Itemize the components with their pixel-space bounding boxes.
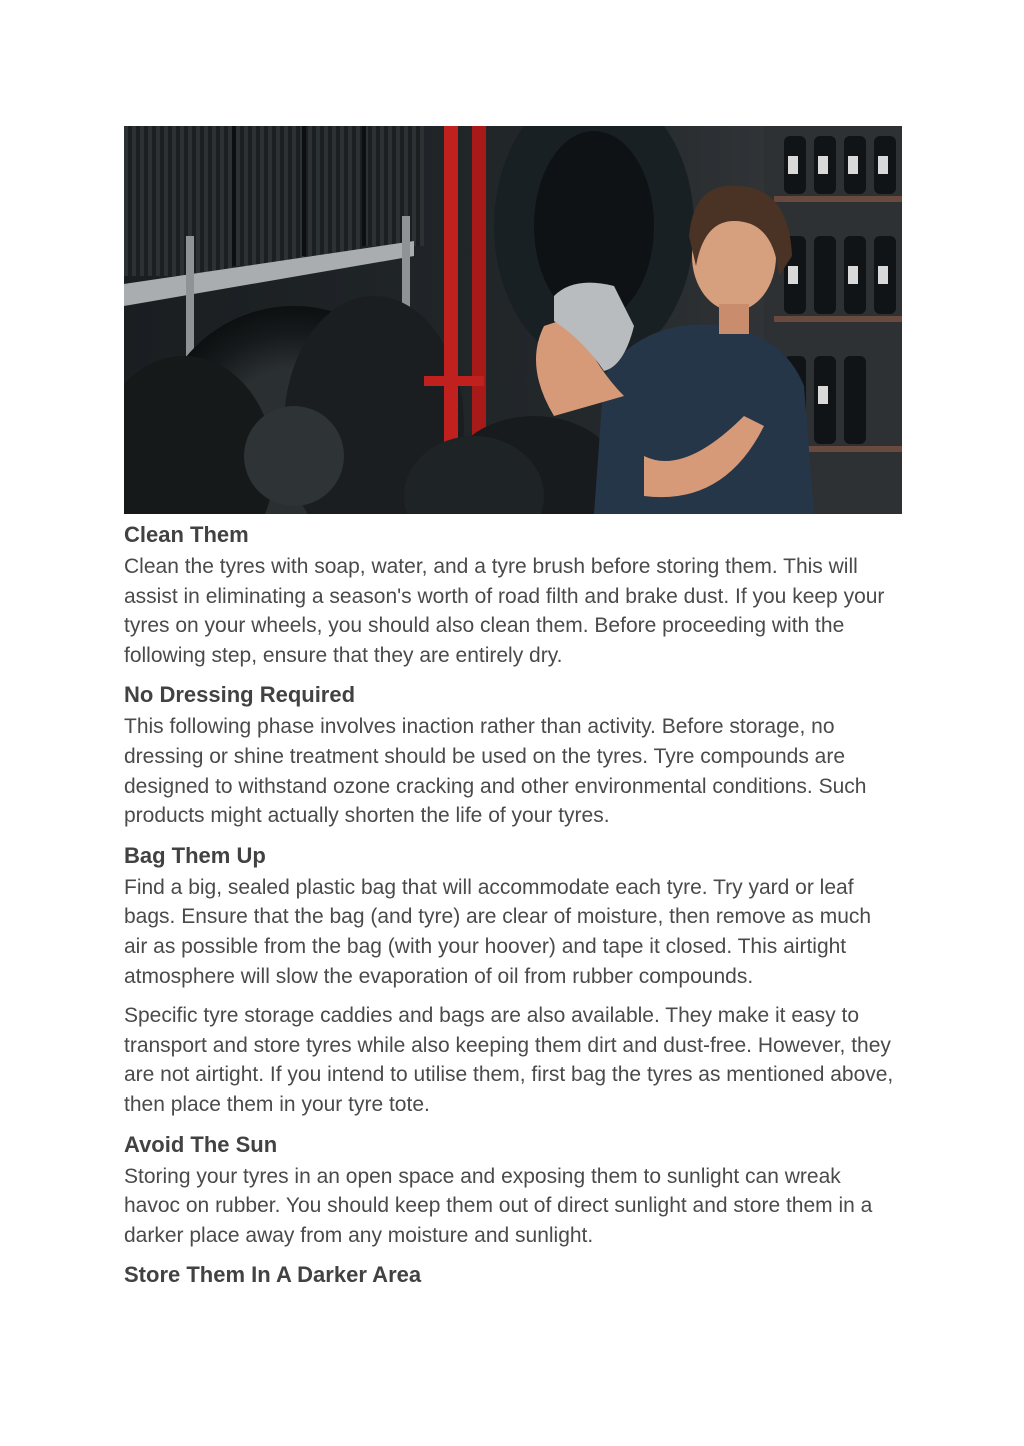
section-paragraph: Clean the tyres with soap, water, and a tyre brush before storing them. This will assist in eliminating a season's worth of road filth and brake dust. If you keep your tyres on your wheels, you should also clean them. Before proceeding with the following step, ensure that they are entirely dry. [124, 555, 885, 667]
hero-image [124, 126, 902, 514]
section-heading: Avoid The Sun [124, 1131, 278, 1157]
tyre-storage-photo-icon [124, 126, 902, 514]
section-store-in-darker-area [124, 1260, 902, 1290]
section-paragraph: Storing your tyres in an open space and exposing them to sunlight can wreak havoc on rubber. You should keep them out of direct sunlight and store them in a darker place away from any moisture and sunlight. [124, 1164, 873, 1247]
section-paragraph: Find a big, sealed plastic bag that will accommodate each tyre. Try yard or leaf bags. Ensure that the bag (and tyre) are clear of moisture, then remove as much air as possible from the bag (with your hoover) and tape it closed. This airtight atmosphere will slow the evaporation of oil from rubber compounds. [124, 875, 872, 988]
section-heading: Clean Them [124, 522, 249, 547]
section-paragraph: Specific tyre storage caddies and bags are also available. They make it easy to transport and store tyres while also keeping them dirt and dust-free. However, they are not airtight. If you intend to utilise them, first bag the tyres as mentioned above, then place them in your tyre tote. [124, 1004, 894, 1116]
document-page [124, 126, 902, 1300]
section-avoid-the-sun [124, 1130, 902, 1251]
section-heading: No Dressing Required [124, 682, 356, 708]
section-no-dressing-required [124, 680, 902, 830]
section-bag-them-up [124, 841, 902, 1120]
section-paragraph: This following phase involves inaction rather than activity. Before storage, no dressing or shine treatment should be used on the tyres. Tyre compounds are designed to withstand ozone cracking and other environmental conditions. Such products might actually shorten the life of your tyres. [124, 715, 867, 828]
section-heading: Store Them In A Darker Area [124, 1262, 422, 1288]
article-content [124, 520, 902, 1290]
section-heading: Bag Them Up [124, 842, 266, 868]
section-clean-them [124, 520, 902, 670]
